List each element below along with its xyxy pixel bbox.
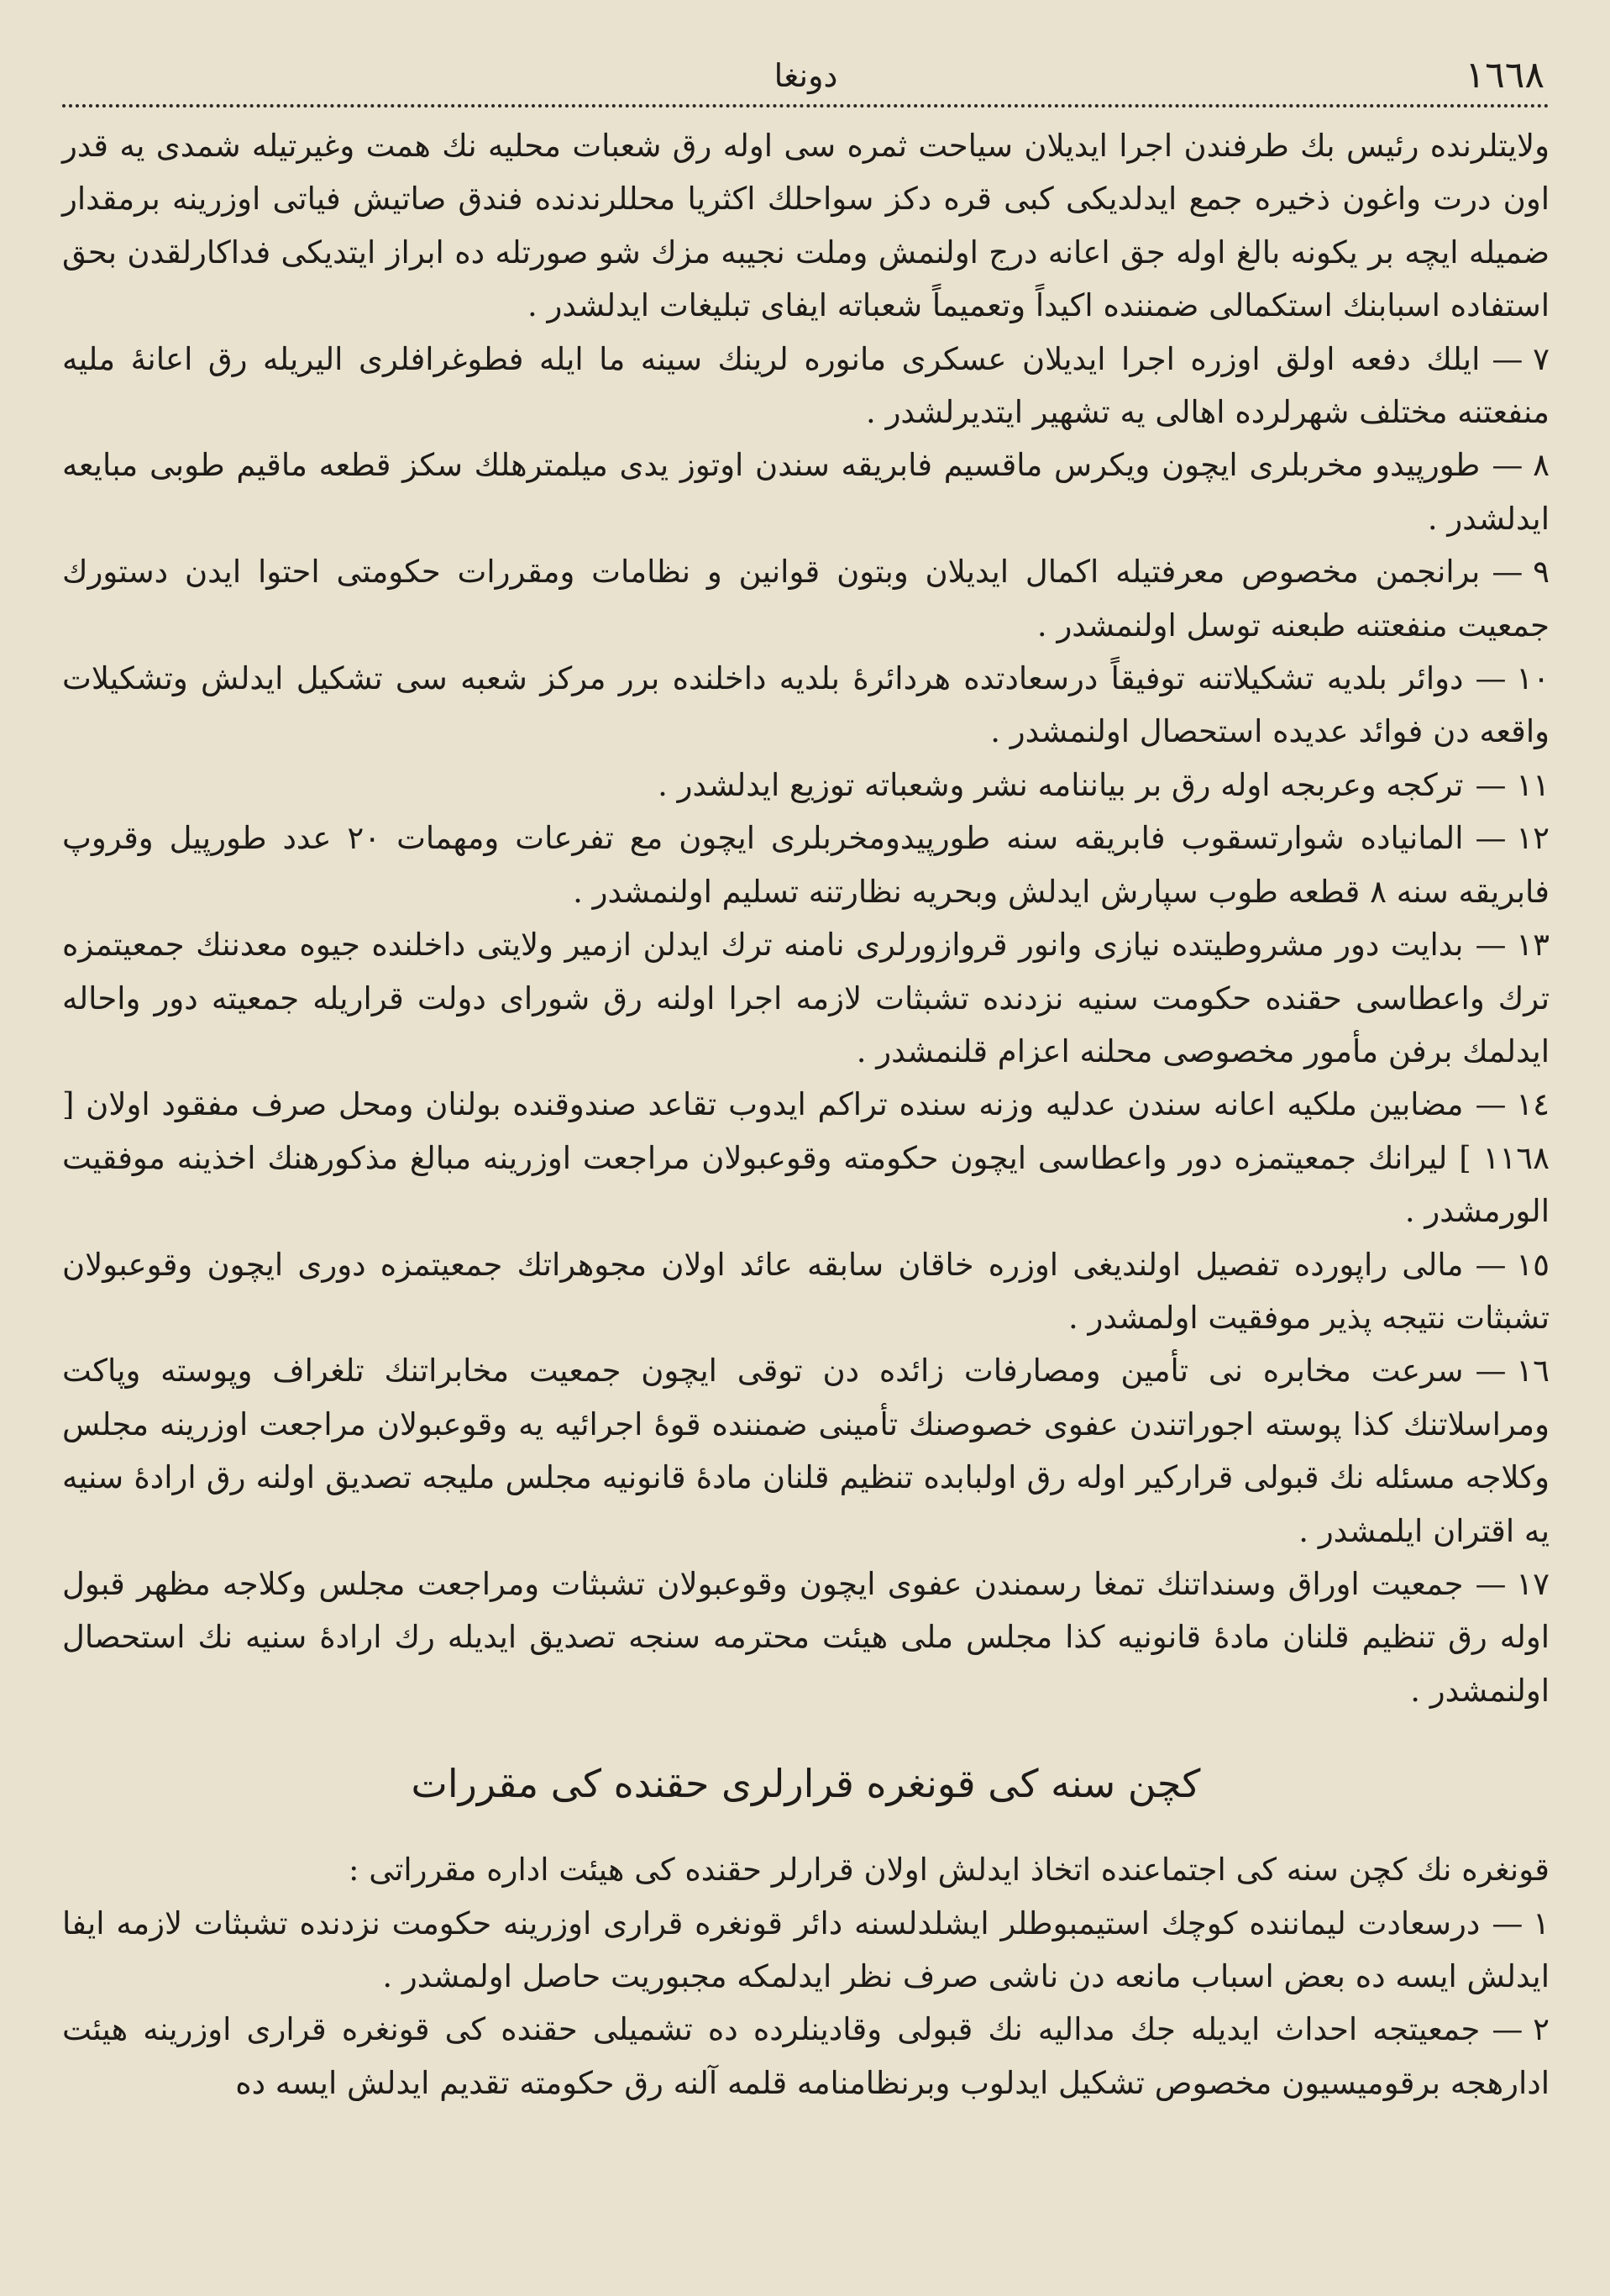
item-text: المانياده شوارتسقوب فابريقه سنه طورپيدومخربلری ايچون مع تفرعات ومهمات ٢٠ عدد طورپيل وقروپ فابريقه سنه ٨ قطعه طوب سپارش ايدلش وبحريه نظارتنه تسليم اولنمشدر . (62, 820, 1550, 910)
main-text (62, 119, 1550, 1717)
item-number: ١٦ — (1475, 1353, 1550, 1390)
list-item (62, 759, 1550, 812)
item-text: دوائر بلديه تشکيلاتنه توفيقاً درسعادتده هردائرهٔ بلديه داخلنده برر مرکز شعبه سی تشکيل ايدلش وتشکيلات واقعه دن فوائد عديده استحصال اولنمشدر . (62, 660, 1550, 750)
item-number: ٩ — (1492, 554, 1550, 591)
item-number: ١٢ — (1475, 820, 1550, 857)
item-number: ١٧ — (1475, 1565, 1550, 1602)
item-text: بدايت دور مشروطيتده نيازی وانور قروازورلری نامنه ترك ايدلن ازمير ولايتی داخلنده جيوه معدننك جمعيتمزه ترك واعطاسی حقنده حکومت سنيه نزدنده تشبثات لازمه اجرا اولنه رق شورای دولت قراريله جمعيته دور واحاله ايدلمك برفن مأمور مخصوصی محلنه اعزام قلنمشدر . (62, 927, 1550, 1069)
item-number: ٧ — (1492, 340, 1550, 377)
list-item (62, 1078, 1550, 1237)
item-text: ايلك دفعه اولق اوزره اجرا ايديلان عسکری مانوره لرينك سينه ما ايله فطوغرافلری اليريله رق اعانهٔ مليه منفعتنه مختلف شهرلرده اهالی يه تشهير ايتديرلشدر . (62, 340, 1550, 431)
list-item (62, 1344, 1550, 1558)
header-divider (62, 104, 1550, 108)
item-text: مالی راپورده تفصيل اولنديغی اوزره خاقان سابقه عائد اولان مجوهراتك جمعيتمزه دوری ايچون وقوعبولان تشبثات نتيجه پذير موفقيت اولمشدر . (62, 1246, 1550, 1336)
item-number: ١٣ — (1475, 927, 1550, 964)
list-item (62, 439, 1550, 545)
item-text: جمعيت اوراق وسنداتنك تمغا رسمندن عفوی ايچون وقوعبولان تشبثات ومراجعت مجلس وکلاجه مظهر قبول اوله رق تنظيم قلنان مادهٔ قانونيه کذا مجلس ملی هيئت محترمه سنجه تصديق ايديله رك ارادهٔ سنيه نك استحصال اولنمشدر . (62, 1565, 1550, 1709)
list-item (62, 1897, 1550, 2004)
list-item (62, 1238, 1550, 1345)
section-text (62, 1843, 1550, 2109)
item-text: ترکجه وعربجه اوله رق بر بياننامه نشر وشعباته توزيع ايدلشدر . (658, 766, 1464, 803)
page-header (62, 50, 1550, 99)
running-head: دونغا (774, 57, 838, 94)
item-number: ١١ — (1475, 766, 1550, 803)
item-number: ١ — (1492, 1905, 1550, 1941)
list-item (62, 1558, 1550, 1717)
section-heading: کچن سنه کی قونغره قرارلری حقنده کی مقررات (411, 1761, 1201, 1807)
item-number: ١٤ — (1475, 1086, 1550, 1123)
list-item (62, 333, 1550, 439)
intro-paragraph: ولايتلرنده رئيس بك طرفندن اجرا ايديلان سياحت ثمره سی اوله رق شعبات محليه نك همت وغيرتيله شمدی يه قدر اون درت واغون ذخيره جمع ايدلديکی کبی قره دکز سواحلك اکثريا محللرندنده فندق صاتيش فياتی اوزرينه برمقدار ضميله ايچه بر يکونه بالغ اوله جق اعانه درج اولنمش وملت نجيبه مزك شو صورتله ده ابراز ايتديکی فداکارلقدن بحق استفاده اسبابنك استکمالی ضمننده اکيداً وتعميماً شعباته ايفای تبليغات ايدلشدر . (62, 128, 1550, 324)
item-text: سرعت مخابره نی تأمين ومصارفات زائده دن توقی ايچون جمعيت مخابراتنك تلغراف وپوسته وپاکت ومراسلاتنك کذا پوسته اجوراتندن عفوی خصوصنك تأمينی ضمننده قوهٔ اجرائيه يه وقوعبولان مراجعت اوزرينه مجلس وکلاجه مسئله نك قبولی قرارکير اوله رق اولبابده تنظيم قلنان مادهٔ قانونيه مجلس مليجه تصديق اولنه رق ارادهٔ سنيه يه اقتران ايلمشدر . (62, 1353, 1550, 1549)
item-text: طورپيدو مخربلری ايچون ويکرس ماقسيم فابريقه سندن اوتوز يدی ميلمترهلك سکز قطعه ماقيم طوبی مبايعه ايدلشدر . (62, 447, 1550, 537)
list-item (62, 545, 1550, 652)
list-item (62, 652, 1550, 759)
list-item (62, 812, 1550, 918)
page-number: ١٦٦٨ (1465, 54, 1544, 97)
item-text: مضابين ملکيه اعانه سندن عدليه وزنه سنده تراکم ايدوب تقاعد صندوقنده بولنان ومحل صرف مفقود اولان [ ١١٦٨ ] ليرانك جمعيتمزه دور واعطاسی ايچون حکومته وقوعبولان مراجعت اوزرينه مبالغ مذکورهنك اخذينه موفقيت الورمشدر . (62, 1086, 1550, 1230)
item-text: جمعيتجه احداث ايديله جك مداليه نك قبولی وقادينلرده ده تشميلی حقنده کی قونغره قراری اوزرينه هيئت ادارهجه برقوميسيون مخصوص تشکيل ايدلوب وبرنظامنامه قلمه آلنه رق حکومته تقديم ايدلش ايسه ده (62, 2011, 1550, 2101)
item-text: درسعادت ليماننده کوچك استيمبوطلر ايشلدلسنه دائر قونغره قراری اوزرينه حکومت نزدنده تشبثات لازمه ايفا ايدلش ايسه ده بعض اسباب مانعه دن ناشی صرف نظر ايدلمکه مجبوريت حاصل اولمشدر . (62, 1905, 1550, 1994)
item-number: ١٠ — (1475, 660, 1550, 697)
list-item (62, 918, 1550, 1078)
list-item (62, 2003, 1550, 2109)
item-number: ١٥ — (1475, 1246, 1550, 1283)
section-intro: قونغره نك کچن سنه کی اجتماعنده اتخاذ ايدلش اولان قرارلر حقنده کی هيئت اداره مقرراتی : (349, 1852, 1550, 1889)
item-number: ٨ — (1492, 447, 1550, 484)
item-number: ٢ — (1492, 2011, 1550, 2048)
item-text: برانجمن مخصوص معرفتيله اکمال ايديلان وبتون قوانين و نظامات ومقررات حکومتی احتوا ايدن دستورك جمعيت منفعتنه طبعنه توسل اولنمشدر . (62, 554, 1550, 644)
